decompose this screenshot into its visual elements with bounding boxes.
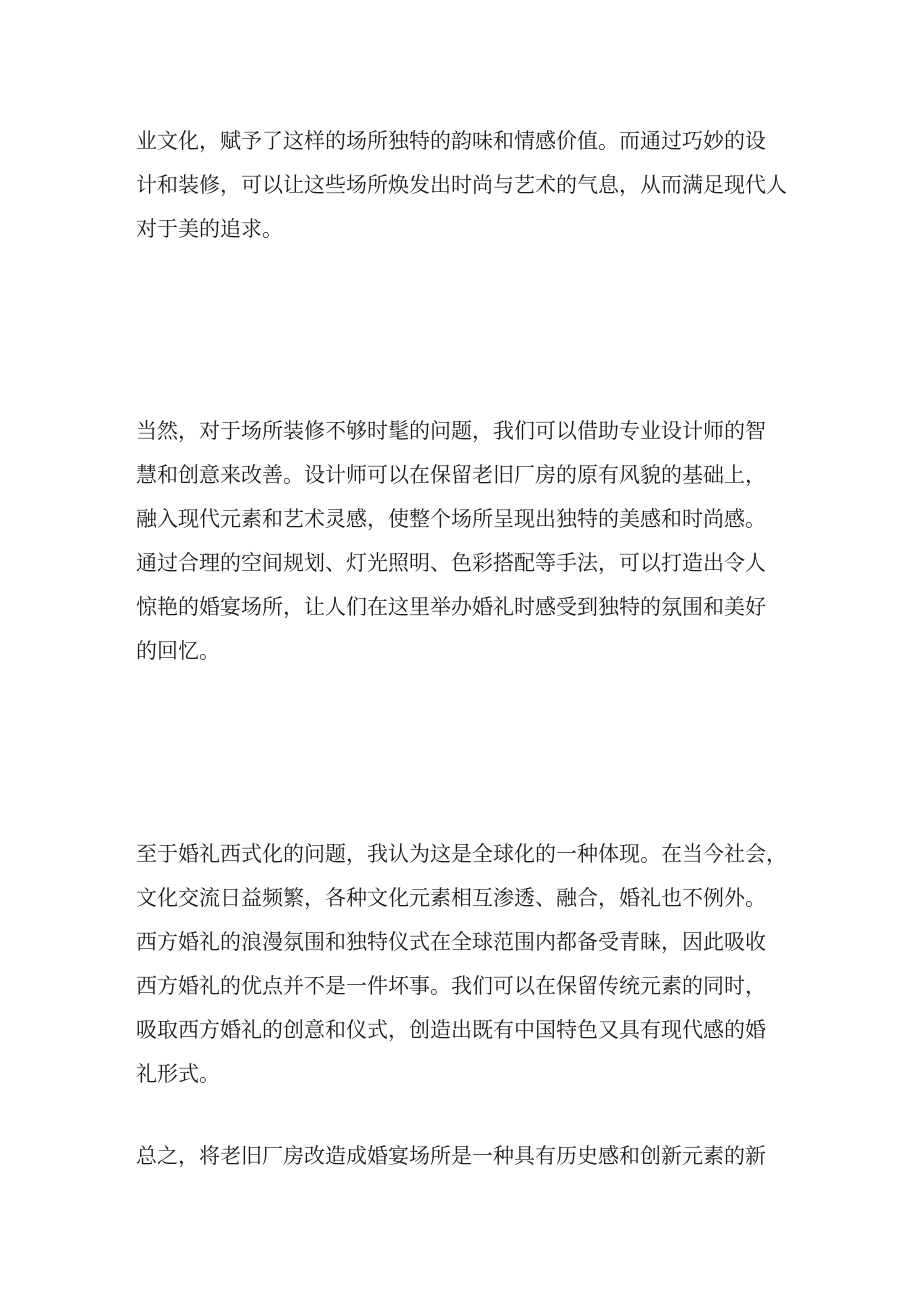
paragraph-4 xyxy=(136,1134,800,1178)
paragraph-2 xyxy=(136,409,800,673)
text-line: 融入现代元素和艺术灵感，使整个场所呈现出独特的美感和时尚感。 xyxy=(136,507,766,531)
text-line: 计和装修，可以让这些场所焕发出时尚与艺术的气息，从而满足现代人 xyxy=(136,173,787,197)
text-line: 吸取西方婚礼的创意和仪式，创造出既有中国特色又具有现代感的婚 xyxy=(136,1018,766,1042)
text-line: 西方婚礼的浪漫氛围和独特仪式在全球范围内都备受青睐，因此吸收 xyxy=(136,930,766,954)
text-line: 的回忆。 xyxy=(136,639,220,663)
text-line: 对于美的追求。 xyxy=(136,217,283,241)
paragraph-3 xyxy=(136,832,800,1096)
paragraph-1 xyxy=(136,119,800,251)
text-line: 至于婚礼西式化的问题，我认为这是全球化的一种体现。在当今社会， xyxy=(136,842,787,866)
text-line: 慧和创意来改善。设计师可以在保留老旧厂房的原有风貌的基础上， xyxy=(136,463,766,487)
text-line: 当然，对于场所装修不够时髦的问题，我们可以借助专业设计师的智 xyxy=(136,419,766,443)
text-line: 通过合理的空间规划、灯光照明、色彩搭配等手法，可以打造出令人 xyxy=(136,551,766,575)
text-line: 西方婚礼的优点并不是一件坏事。我们可以在保留传统元素的同时， xyxy=(136,974,766,998)
text-line: 惊艳的婚宴场所，让人们在这里举办婚礼时感受到独特的氛围和美好 xyxy=(136,595,766,619)
text-line: 礼形式。 xyxy=(136,1062,220,1086)
text-line: 总之，将老旧厂房改造成婚宴场所是一种具有历史感和创新元素的新 xyxy=(136,1144,766,1168)
text-line: 业文化，赋予了这样的场所独特的韵味和情感价值。而通过巧妙的设 xyxy=(136,129,766,153)
text-line: 文化交流日益频繁，各种文化元素相互渗透、融合，婚礼也不例外。 xyxy=(136,886,766,910)
